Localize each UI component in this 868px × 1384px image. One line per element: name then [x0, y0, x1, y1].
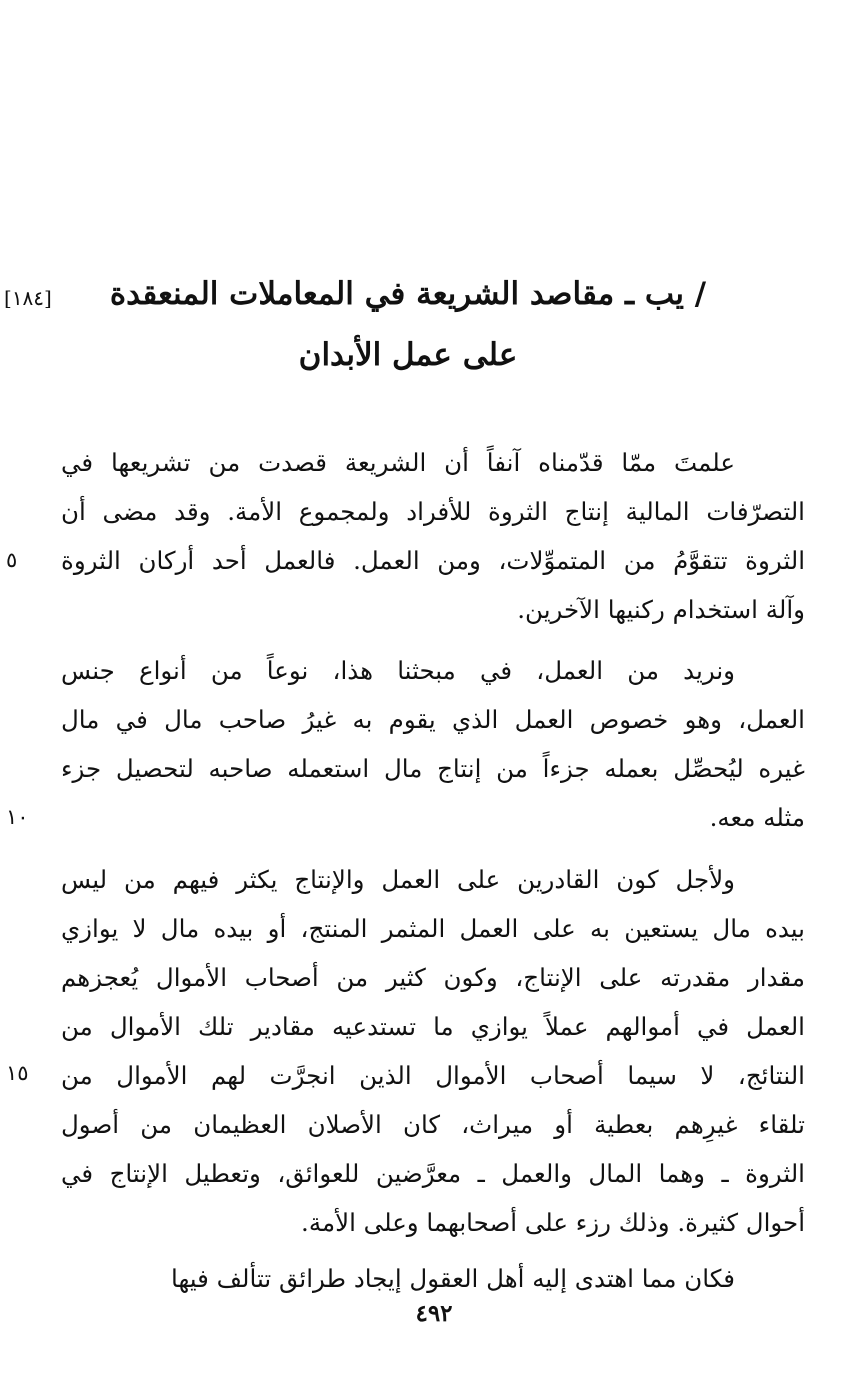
paragraph-1: [61, 438, 805, 634]
paragraph-3: [61, 855, 805, 1247]
line-number-10: ١٠: [6, 805, 29, 829]
section-title: / يب ـ مقاصد الشريعة في المعاملات المنعقدة: [109, 276, 707, 312]
text-line: بيده مال يستعين به على العمل المثمر المنتج، أو بيده مال لا يوازي: [61, 914, 805, 943]
line-number-5: ٥: [6, 548, 18, 572]
text-line: غيره ليُحصِّل بعمله جزءاً من إنتاج مال استعمله صاحبه لتحصيل جزء: [61, 754, 805, 783]
paragraph-2: [61, 646, 805, 842]
text-line: علمتَ ممّا قدّمناه آنفاً أن الشريعة قصدت من تشريعها في: [61, 448, 735, 477]
text-line: ولأجل كون القادرين على العمل والإنتاج يكثر فيهم من ليس: [61, 865, 735, 894]
paragraph-4: [61, 1254, 805, 1303]
text-line: أحوال كثيرة. وذلك رزء على أصحابهما وعلى الأمة.: [301, 1208, 805, 1237]
text-line: العمل في أموالهم عملاً يوازي ما تستدعيه مقادير تلك الأموال من: [61, 1012, 805, 1041]
text-line: فكان مما اهتدى إليه أهل العقول إيجاد طرائق تتألف فيها: [171, 1264, 735, 1293]
text-line: ونريد من العمل، في مبحثنا هذا، نوعاً من أنواع جنس: [61, 656, 735, 685]
text-line: مثله معه.: [709, 803, 805, 832]
text-line: مقدار مقدرته على الإنتاج، وكون كثير من أصحاب الأموال يُعجزهم: [61, 963, 805, 992]
text-line: تلقاء غيرِهم بعطية أو ميراث، كان الأصلان العظيمان من أصول: [61, 1110, 805, 1139]
text-line: وآلة استخدام ركنيها الآخرين.: [517, 595, 805, 624]
text-line: النتائج، لا سيما أصحاب الأموال الذين انجرَّت لهم الأموال من: [61, 1061, 805, 1090]
text-line: التصرّفات المالية إنتاج الثروة للأفراد ولمجموع الأمة. وقد مضى أن: [61, 497, 805, 526]
line-number-15: ١٥: [6, 1061, 29, 1085]
text-line: الثروة تتقوَّمُ من المتموِّلات، ومن العمل. فالعمل أحد أركان الثروة: [61, 546, 805, 575]
text-line: العمل، وهو خصوص العمل الذي يقوم به غيرُ صاحب مال في مال: [61, 705, 805, 734]
section-subtitle: على عمل الأبدان: [298, 337, 518, 373]
text-line: الثروة ـ وهما المال والعمل ـ معرَّضين للعوائق، وتعطيل الإنتاج في: [61, 1159, 805, 1188]
page-number: ٤٩٢: [415, 1300, 453, 1327]
page-marker: [١٨٤]: [4, 286, 52, 310]
